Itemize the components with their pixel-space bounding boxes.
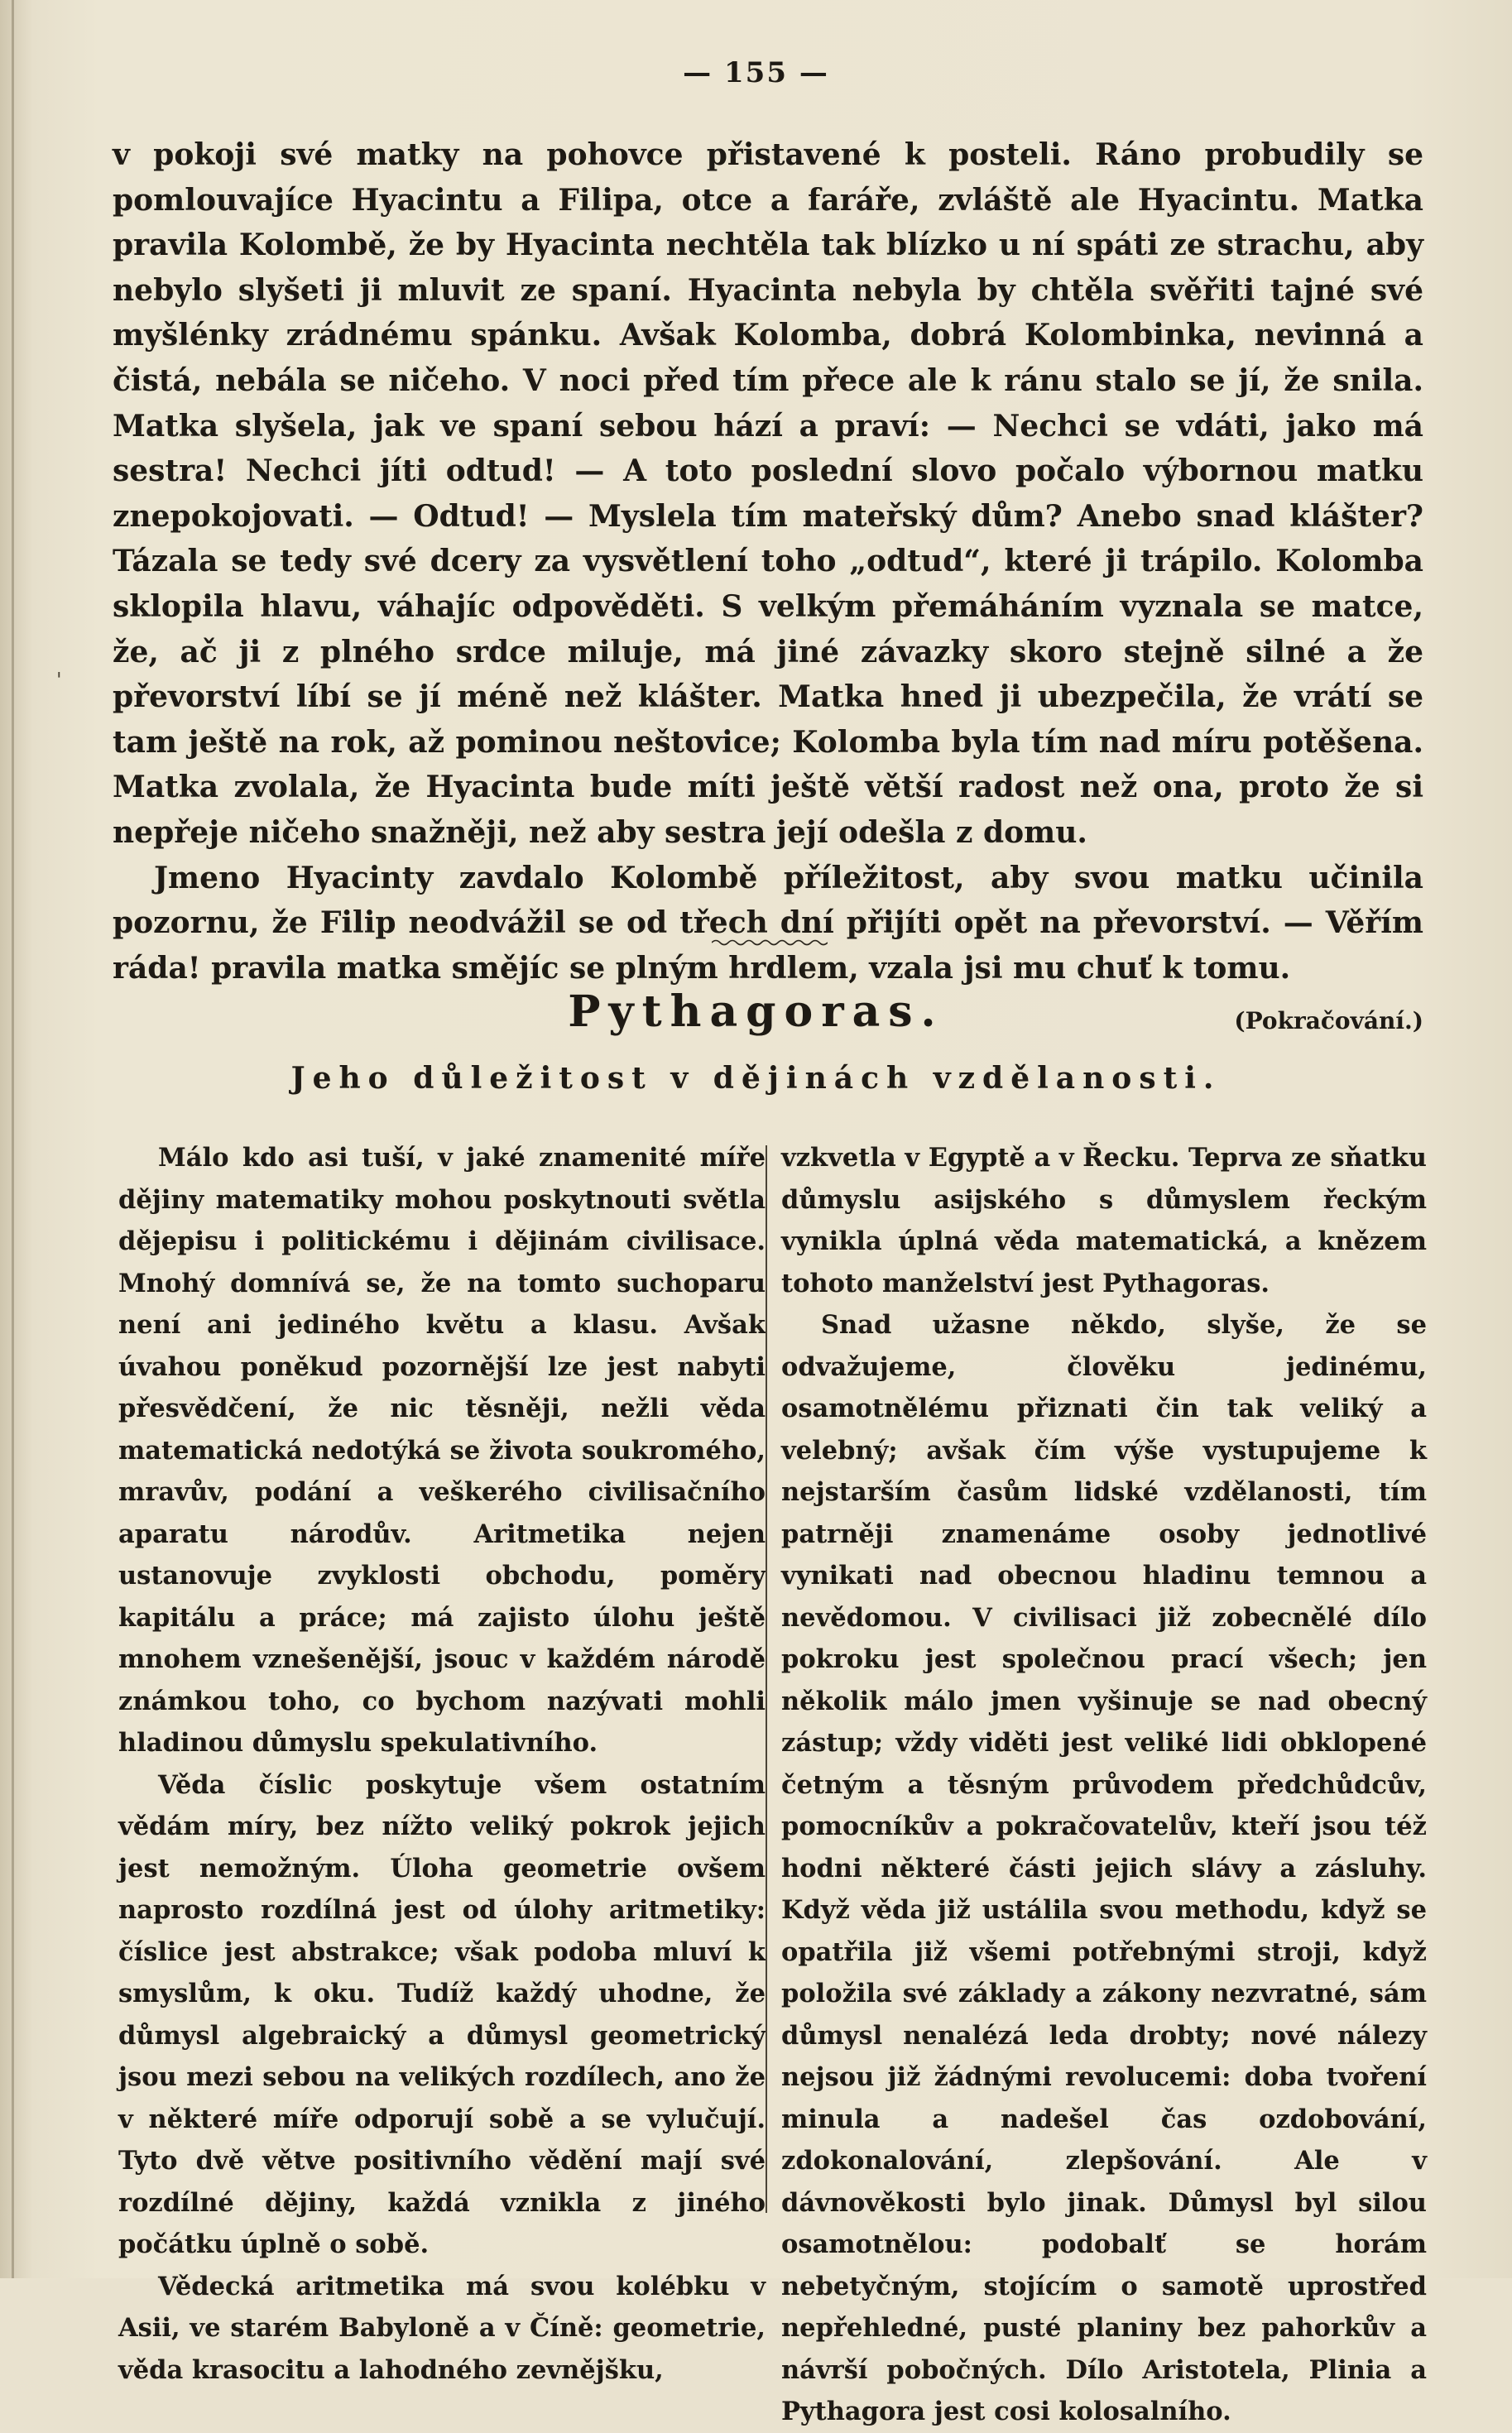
story-paragraph: v pokoji své matky na pohovce přistavené k posteli. Ráno probudily se pomlouvajíce Hyacintu a Filipa, otce a faráře, zvláště ale Hyacintu. Matka pravila Kolombě, že by Hyacinta nechtěla tak blízko u ní spáti ze strachu, aby nebylo slyšeti ji mluvit ze spaní. Hyacinta nebyla by chtěla svěřiti tajné své myšlénky zrádnému spánku. Avšak Kolomba, dobrá Kolombinka, nevinná a čistá, nebála se ničeho. V noci před tím přece ale k ránu stalo se jí, že snila. Matka slyšela, jak ve spaní sebou hází a praví: — Nechci se vdáti, jako má sestra! Nechci jíti odtud! — A toto poslední slovo počalo výbornou matku znepokojovati. — Odtud! — Myslela tím mateřský dům? Anebo snad klášter? Tázala se tedy své dcery za vysvětlení toho „odtud“, které ji trápilo. Kolomba sklopila hlavu, váhajíc odpověděti. S velkým přemáháním vyznala se matce, že, ač ji z plného srdce miluje, má jiné závazky skoro stejně silné a že převorství líbí se jí méně než klášter. Matka hned ji ubezpečila, že vrátí se tam ještě na rok, až pominou neštovice; Kolomba byla tím nad míru potěšena. Matka zvolala, že Hyacinta bude míti ještě větší radost než ona, proto že si nepřeje ničeho snažněji, než aby sestra její odešla z domu. [113,137,1423,850]
article-paragraph: Věda číslic poskytuje všem ostatním vědám míry, bez nížto veliký pokrok jejich jest nemožným. Úloha geometrie ovšem naprosto rozdílná jest od úlohy aritmetiky: číslice jest abstrakce; však podoba mluví k smyslům, k oku. Tudíž každý uhodne, že důmysl algebraický a důmysl geometrický jsou mezi sebou na velikých rozdílech, ano že v některé míře odporují sobě a se vylučují. Tyto dvě větve positivního vědění mají své rozdílné dějiny, každá vznikla z jiného počátku úplně o sobě. [118,1769,766,2259]
article-right-column [781,1137,1427,2433]
article-left-column [118,1137,766,2391]
story-paragraph-text: Jmeno Hyacinty zavdalo Kolombě příležitost, aby svou matku učinila pozornu, že Filip neodvážil se od třech dní přijíti opět na převorství. — Věřím ráda! pravila matka smějíc se plným hrdlem, vzala jsi mu chuť k tomu. [113,860,1423,986]
article-subtitle: Jeho důležitost v dějinách vzdělanosti. [290,1061,1222,1096]
column-rule [766,1145,767,2213]
section-divider-ornament [712,937,828,948]
article-paragraph: Snad užasne někdo, slyše, že se odvažujeme, člověku jedinému, osamotnělému přiznati čin tak veliký a velebný; avšak čím výše vystupujeme k nejstarším časům lidské vzdělanosti, tím patrněji znamenáme osoby jednotlivé vynikati nad obecnou hladinu temnou a nevědomou. V civilisaci již zobecnělé dílo pokroku jest společnou prací všech; jen několik málo jmen vyšinuje se nad obecný zástup; vždy viděti jest veliké lidi obklopené četným a těsným průvodem předchůdcův, pomocníkův a pokračovatelův, kteří jsou též hodni některé části jejich slávy a zásluhy. Když věda již ustálila svou methodu, když se opatřila již všemi potřebnými stroji, když položila své základy a zákony nezvratné, sám důmysl nenalézá leda drobty; nové nálezy nejsou již žádnými revolucemi: doba tvoření minula a nadešel čas ozdobování, zdokonalování, zlepšování. Ale v dávnověkosti bylo jinak. Důmysl byl silou osamotnělou: podobalť se horám nebetyčným, stojícím o samotě uprostřed nepřehledné, pusté planiny bez pahorkův a návrší pobočných. Dílo Aristotela, Plinia a Pythagora jest cosi kolosalního. [781,1310,1427,2426]
page-number: — 155 — [683,56,829,89]
serial-story-text [113,132,1423,1044]
article-paragraph: Málo kdo asi tuší, v jaké znamenité míře dějiny matematiky mohou poskytnouti světla dějepisu i politickému i dějinám civilisace. Mnohý domnívá se, že na tomto suchoparu není ani jediného květu a klasu. Avšak úvahou poněkud pozornější lze jest nabyti přesvědčení, že nic těsněji, nežli věda matematická nedotýká se života soukromého, mravův, podání a veškerého civilisačního aparatu národův. Aritmetika nejen ustanovuje zvyklosti obchodu, poměry kapitálu a práce; má zajisto úlohu ještě mnohem vznešenější, jsouc v každém národě známkou toho, co bychom nazývati mohli hladinou důmyslu spekulativního. [118,1143,766,1758]
article-paragraph: vzkvetla v Egyptě a v Řecku. Teprva ze sňatku důmyslu asijského s důmyslem řeckým vynikla úplná věda matematická, a knězem tohoto manželství jest Pythagoras. [781,1143,1427,1298]
binding-gutter [12,0,14,2278]
continuation-note: (Pokračování.) [1234,1007,1423,1035]
article-paragraph: Vědecká aritmetika má svou kolébku v Asii, ve starém Babyloně a v Číně: geometrie, věda krasocitu a lahodného zevnějšku, [118,2271,766,2385]
margin-mark: ' [56,669,62,692]
article-title: Pythagoras. [568,986,944,1037]
